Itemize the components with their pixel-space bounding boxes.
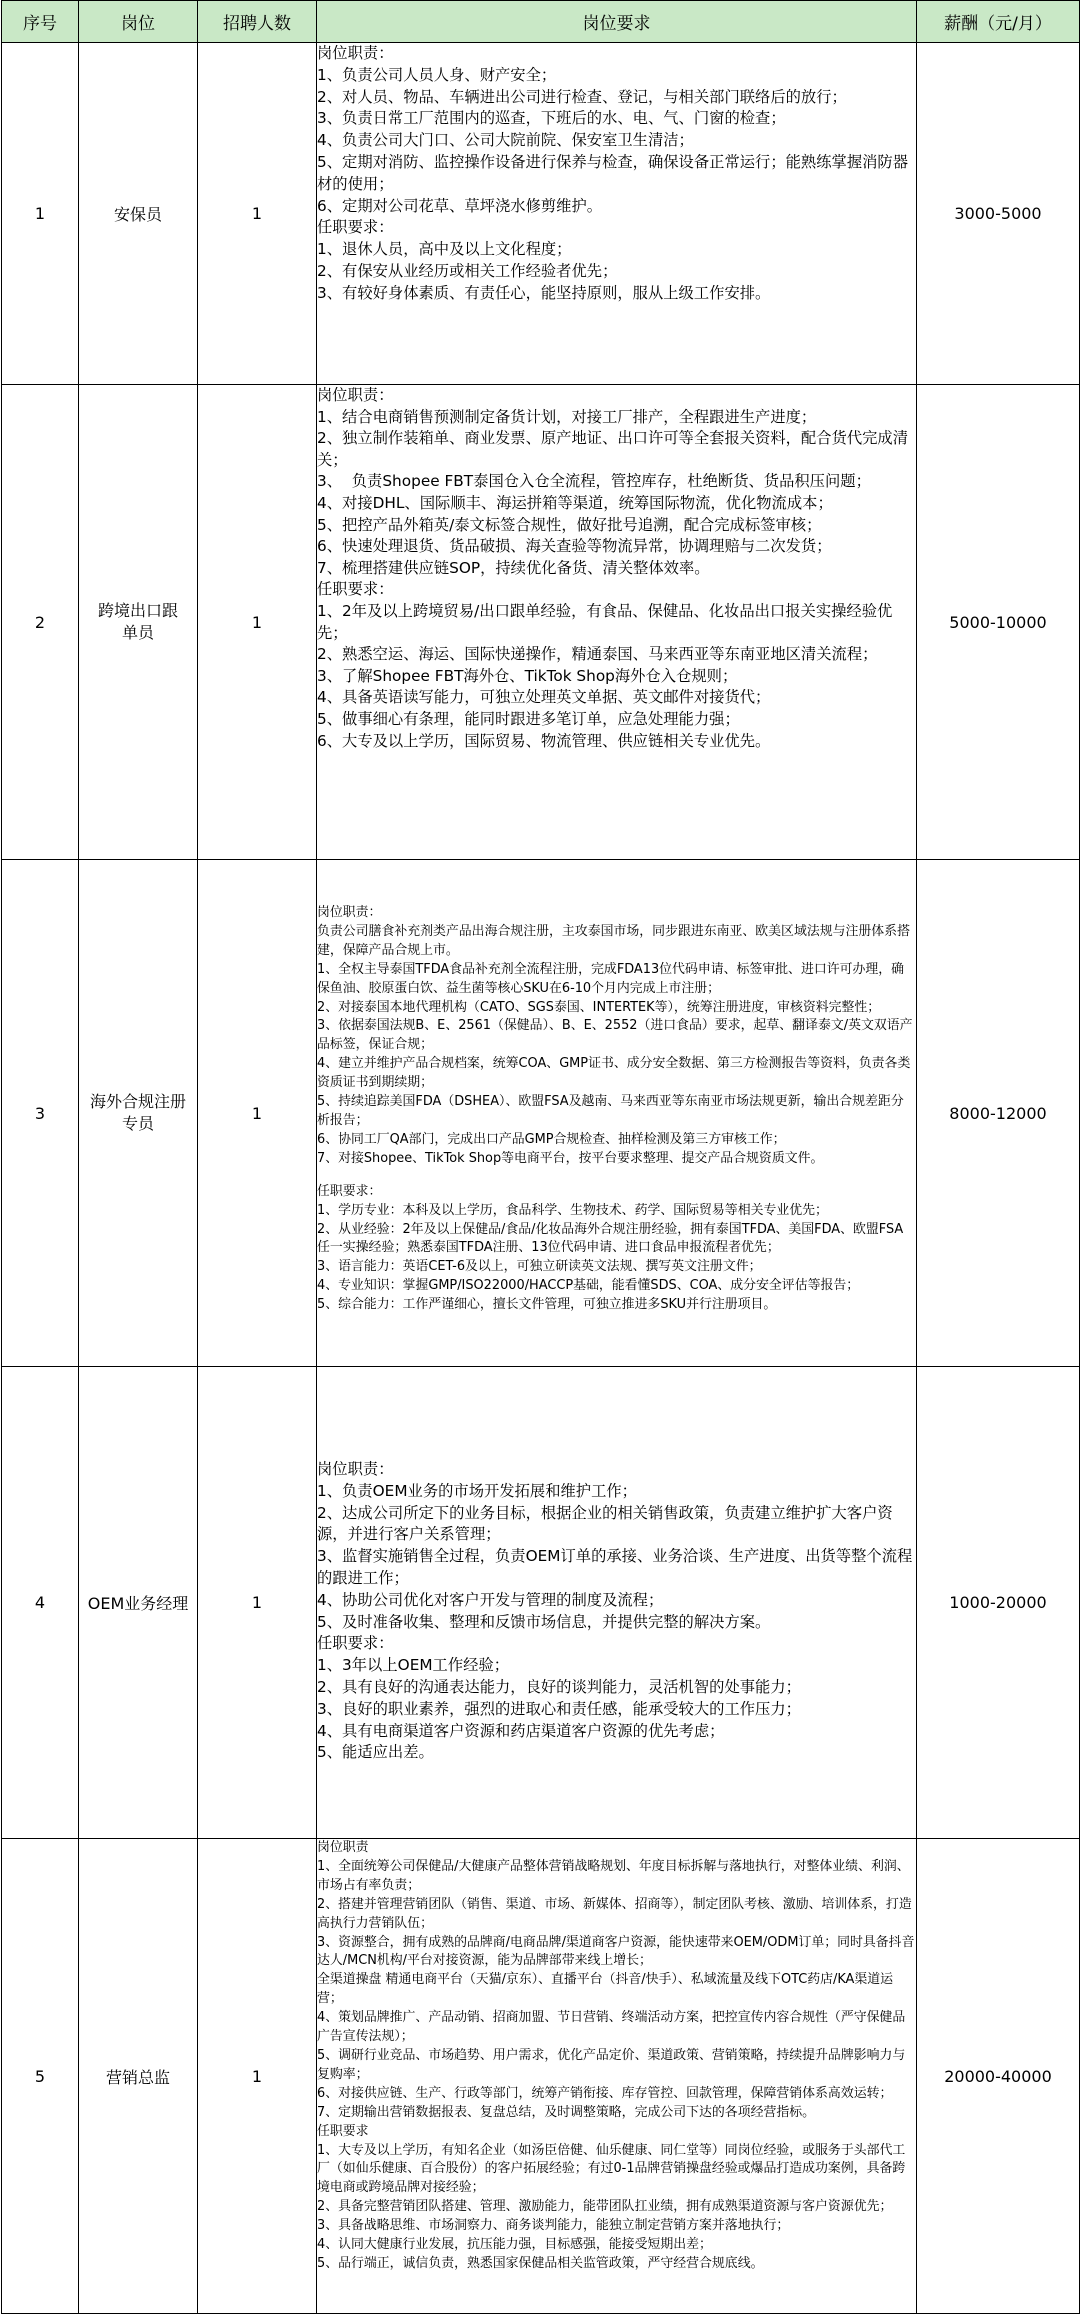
row-position: OEM业务经理 — [79, 1367, 198, 1839]
header-row — [2, 1, 1080, 43]
job-qualifications: 任职要求 1、大专及以上学历，有知名企业（如汤臣倍健、仙乐健康、同仁堂等）同岗位经验，或服务于头部代工厂（如仙乐健康、百合股份）的客户拓展经验；有过0-1品牌营销操盘经验或爆品打造成功案例，具备跨境电商或跨境品牌对接经验； 2、具备完整营销团队搭建、管理、激励能力，能带团队扛业绩，拥有成熟渠道资源与客户资源优先； 3、具备战略思维、市场洞察力、商务谈判能力，能独立制定营销方案并落地执行； 4、认同大健康行业发展，抗压能力强，目标感强，能接受短期出差； 5、品行端正，诚信负责，熟悉国家保健品相关监管政策，严守经营合规底线。 — [317, 2123, 906, 2271]
row-position — [79, 860, 198, 1367]
job-qualifications: 任职要求： 1、2年及以上跨境贸易/出口跟单经验，有食品、保健品、化妆品出口报关实操经验优先； 2、熟悉空运、海运、国际快递操作，精通泰国、马来西亚等东南亚地区清关流程； 3、了解Shopee FBT海外仓、TikTok Shop海外仓入仓规则； 4、具备英语读写能力，可独立处理英文单据、英文邮件对接货代； 5、做事细心有条理，能同时跟进多笔订单，应急处理能力强； 6、大专及以上学历，国际贸易、物流管理、供应链相关专业优先。 — [317, 580, 893, 750]
row-index: 3 — [2, 860, 79, 1367]
job-qualifications: 任职要求： 1、3年以上OEM工作经验； 2、具有良好的沟通表达能力，良好的谈判能力，灵活机智的处事能力； 3、良好的职业素养，强烈的进取心和责任感，能承受较大的工作压力； 4、具有电商渠道客户资源和药店渠道客户资源的优先考虑； 5、能适应出差。 — [317, 1634, 801, 1762]
header-index: 序号 — [2, 1, 79, 43]
row-index: 1 — [2, 43, 79, 385]
position-name: 海外合规注册专员 — [90, 1092, 187, 1133]
job-duties: 岗位职责： 1、结合电商销售预测制定备货计划，对接工厂排产，全程跟进生产进度； 2、独立制作装箱单、商业发票、原产地证、出口许可等全套报关资料，配合货代完成清关； 3、 负责Shopee FBT泰国仓入仓全流程，管控库存，杜绝断货、货品积压问题； 4、对接DHL、国际顺丰、海运拼箱等渠道，统筹国际物流，优化物流成本； 5、把控产品外箱英/泰文标签合规性，做好批号追溯，配合完成标签审核； 6、快速处理退货、货品破损、海关查验等物流异常，协调理赔与二次发货； 7、梳理搭建供应链SOP，持续优化备货、清关整体效率。 — [317, 386, 909, 577]
row-headcount: 1 — [198, 43, 317, 385]
row-requirements — [317, 1839, 917, 2314]
row-headcount: 1 — [198, 1367, 317, 1839]
job-qualifications: 任职要求： 1、学历专业：本科及以上学历，食品科学、生物技术、药学、国际贸易等相关专业优先； 2、从业经验：2年及以上保健品/食品/化妆品海外合规注册经验，拥有泰国TFDA、美国FDA、欧盟FSA任一实操经验；熟悉泰国TFDA注册、13位代码申请、进口食品申报流程者优先； 3、语言能力：英语CET-6及以上，可独立研读英文法规、撰写英文注册文件； 4、专业知识：掌握GMP/ISO22000/HACCP基础，能看懂SDS、COA、成分安全评估等报告； 5、综合能力：工作严谨细心，擅长文件管理，可独立推进多SKU并行注册项目。 — [317, 1183, 904, 1313]
row-salary: 8000-12000 — [917, 860, 1080, 1367]
row-headcount: 1 — [198, 385, 317, 860]
position-name: 跨境出口跟单员 — [98, 601, 179, 642]
row-index: 2 — [2, 385, 79, 860]
job-duties: 岗位职责 1、全面统筹公司保健品/大健康产品整体营销战略规划、年度目标拆解与落地执行，对整体业绩、利润、市场占有率负责； 2、搭建并管理营销团队（销售、渠道、市场、新媒体、招商等），制定团队考核、激励、培训体系，打造高执行力营销队伍； 3、资源整合，拥有成熟的品牌商/电商品牌/渠道商客户资源，能快速带来OEM/ODM订单；同时具备抖音达人/MCN机构/平台对接资源，能为品牌部带来线上增长； 全渠道操盘 精通电商平台（天猫/京东）、直播平台（抖音/快手）、私域流量及线下OTC药店/KA渠道运营； 4、策划品牌推广、产品动销、招商加盟、节日营销、终端活动方案，把控宣传内容合规性（严守保健品广告宣传法规）； 5、调研行业竞品、市场趋势、用户需求，优化产品定价、渠道政策、营销策略，持续提升品牌影响力与复购率； 6、对接供应链、生产、行政等部门，统筹产销衔接、库存管控、回款管理，保障营销体系高效运转； 7、定期输出营销数据报表、复盘总结，及时调整策略，完成公司下达的各项经营指标。 — [317, 1840, 915, 2120]
table-row — [2, 1367, 1080, 1839]
table-row — [2, 385, 1080, 860]
row-position — [79, 385, 198, 860]
job-duties: 岗位职责： 负责公司膳食补充剂类产品出海合规注册，主攻泰国市场，同步跟进东南亚、欧美区域法规与注册体系搭建，保障产品合规上市。 1、全权主导泰国TFDA食品补充剂全流程注册，完成FDA13位代码申请、标签审批、进口许可办理，确保鱼油、胶原蛋白饮、益生菌等核心SKU在6-10个月内完成上市注册； 2、对接泰国本地代理机构（CATO、SGS泰国、INTERTEK等），统筹注册进度，审核资料完整性； 3、依据泰国法规B、E、2561（保健品）、B、E、2552（进口食品）要求，起草、翻译泰文/英文双语产品标签，保证合规； 4、建立并维护产品合规档案，统筹COA、GMP证书、成分安全数据、第三方检测报告等资料，负责各类资质证书到期续期； 5、持续追踪美国FDA（DSHEA）、欧盟FSA及越南、马来西亚等东南亚市场法规更新，输出合规差距分析报告； 6、协同工厂QA部门，完成出口产品GMP合规检查、抽样检测及第三方审核工作； 7、对接Shopee、TikTok Shop等电商平台，按平台要求整理、提交产品合规资质文件。 — [317, 905, 913, 1166]
row-salary: 3000-5000 — [917, 43, 1080, 385]
header-headcount: 招聘人数 — [198, 1, 317, 43]
recruitment-table — [1, 0, 1080, 2314]
row-salary: 5000-10000 — [917, 385, 1080, 860]
row-position: 营销总监 — [79, 1839, 198, 2314]
row-headcount: 1 — [198, 860, 317, 1367]
row-headcount: 1 — [198, 1839, 317, 2314]
section-gap — [317, 1169, 916, 1183]
table-row — [2, 860, 1080, 1367]
row-salary: 1000-20000 — [917, 1367, 1080, 1839]
row-index: 5 — [2, 1839, 79, 2314]
table-row — [2, 1839, 1080, 2314]
header-requirements: 岗位要求 — [317, 1, 917, 43]
row-requirements — [317, 385, 917, 860]
row-requirements — [317, 1367, 917, 1839]
header-salary: 薪酬（元/月） — [917, 1, 1080, 43]
row-requirements — [317, 43, 917, 385]
table-row — [2, 43, 1080, 385]
job-duties: 岗位职责： 1、负责OEM业务的市场开发拓展和维护工作； 2、达成公司所定下的业务目标，根据企业的相关销售政策，负责建立维护扩大客户资源，并进行客户关系管理； 3、监督实施销售全过程，负责OEM订单的承接、业务洽谈、生产进度、出货等整个流程的跟进工作； 4、协助公司优化对客户开发与管理的制度及流程； 5、及时准备收集、整理和反馈市场信息，并提供完整的解决方案。 — [317, 1460, 913, 1631]
job-qualifications: 任职要求： 1、退休人员，高中及以上文化程度； 2、有保安从业经历或相关工作经验者优先； 3、有较好身体素质、有责任心，能坚持原则，服从上级工作安排。 — [317, 218, 771, 302]
header-position: 岗位 — [79, 1, 198, 43]
row-position: 安保员 — [79, 43, 198, 385]
row-salary: 20000-40000 — [917, 1839, 1080, 2314]
row-requirements — [317, 860, 917, 1367]
job-duties: 岗位职责： 1、负责公司人员人身、财产安全； 2、对人员、物品、车辆进出公司进行检查、登记，与相关部门联络后的放行； 3、负责日常工厂范围内的巡查，下班后的水、电、气、门窗的检查； 4、负责公司大门口、公司大院前院、保安室卫生清洁； 5、定期对消防、监控操作设备进行保养与检查，确保设备正常运行；能熟练掌握消防器材的使用； 6、定期对公司花草、草坪浇水修剪维护。 — [317, 44, 909, 215]
row-index: 4 — [2, 1367, 79, 1839]
